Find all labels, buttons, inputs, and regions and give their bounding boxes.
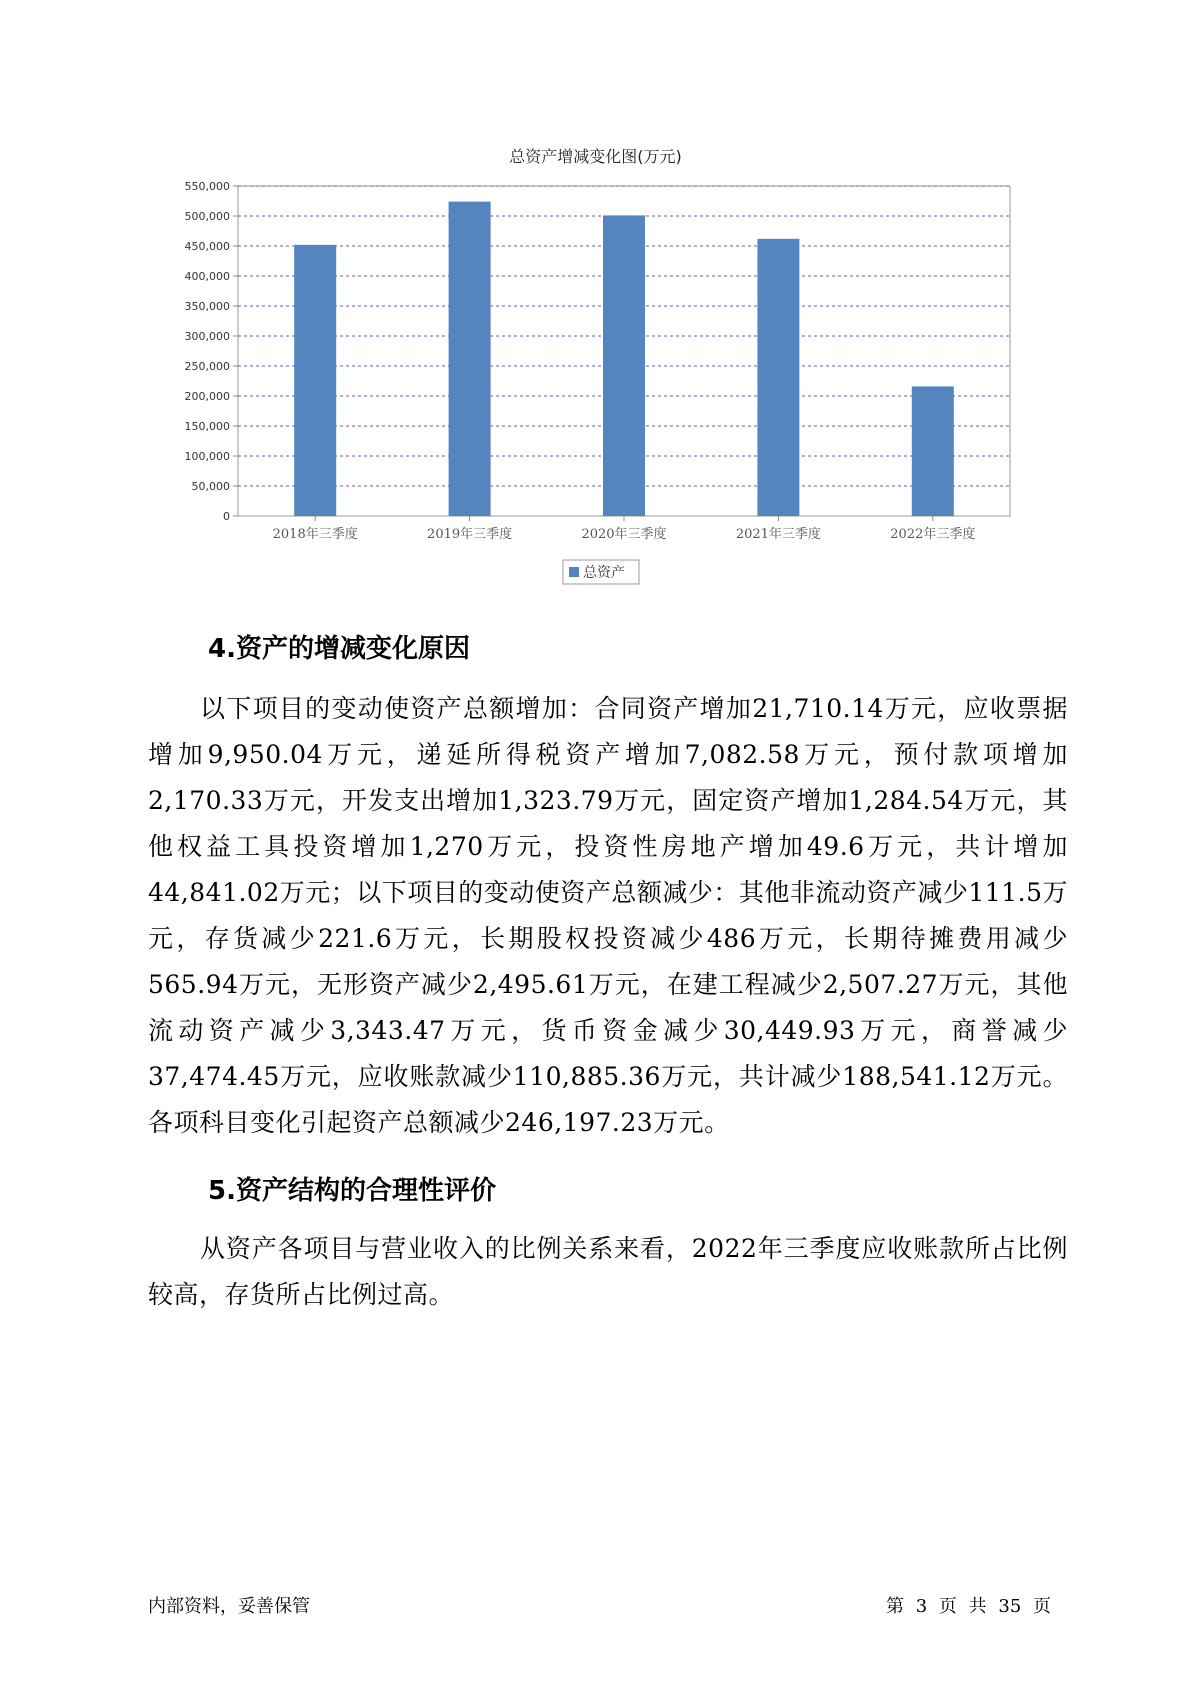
y-tick-label: 50,000 [191, 480, 230, 493]
legend-swatch [569, 567, 579, 577]
bar [449, 202, 491, 516]
bar [912, 386, 954, 516]
footer-confidential-note: 内部资料，妥善保管 [148, 1596, 310, 1617]
bar [603, 215, 645, 516]
x-tick-label: 2020年三季度 [581, 527, 667, 542]
bar [294, 245, 336, 516]
x-tick-label: 2019年三季度 [427, 527, 513, 542]
legend-label: 总资产 [583, 565, 625, 581]
y-tick-label: 100,000 [184, 450, 230, 463]
y-tick-label: 400,000 [184, 270, 230, 283]
section-4-paragraph: 以下项目的变动使资产总额增加：合同资产增加21,710.14万元，应收票据增加9,950.04万元，递延所得税资产增加7,082.58万元，预付款项增加2,170.33万元，开发支出增加1,323.79万元，固定资产增加1,284.54万元，其他权益工具投资增加1,270万元，投资性房地产增加49.6万元，共计增加44,841.02万元；以下项目的变动使资产总额减少：其他非流动资产减少111.5万元，存货减少221.6万元，长期股权投资减少486万元，长期待摊费用减少565.94万元，无形资产减少2,495.61万元，在建工程减少2,507.27万元，其他流动资产减少3,343.47万元，货币资金减少30,449.93万元，商誉减少37,474.45万元，应收账款减少110,885.36万元，共计减少188,541.12万元。各项科目变化引起资产总额减少246,197.23万元。 [148, 694, 1068, 1137]
y-tick-label: 500,000 [184, 210, 230, 223]
x-tick-label: 2022年三季度 [890, 527, 976, 542]
chart-svg [0, 0, 1191, 600]
y-tick-label: 450,000 [184, 240, 230, 253]
bar [757, 239, 799, 516]
y-tick-label: 150,000 [184, 420, 230, 433]
y-tick-label: 250,000 [184, 360, 230, 373]
section-5-paragraph: 从资产各项目与营业收入的比例关系来看，2022年三季度应收账款所占比例较高，存货所占比例过高。 [148, 1234, 1068, 1309]
x-tick-label: 2018年三季度 [272, 527, 358, 542]
y-tick-label: 300,000 [184, 330, 230, 343]
y-tick-label: 200,000 [184, 390, 230, 403]
y-tick-label: 350,000 [184, 300, 230, 313]
chart-title: 总资产增减变化图(万元) [509, 147, 682, 166]
x-tick-label: 2021年三季度 [735, 527, 821, 542]
total-assets-chart [0, 0, 1191, 600]
y-tick-label: 550,000 [184, 180, 230, 193]
y-tick-label: 0 [223, 510, 230, 523]
section-4-heading: 4.资产的增减变化原因 [208, 634, 470, 664]
footer-page-number: 第 3 页 共 35 页 [886, 1596, 1051, 1617]
section-5-heading: 5.资产结构的合理性评价 [208, 1176, 496, 1206]
